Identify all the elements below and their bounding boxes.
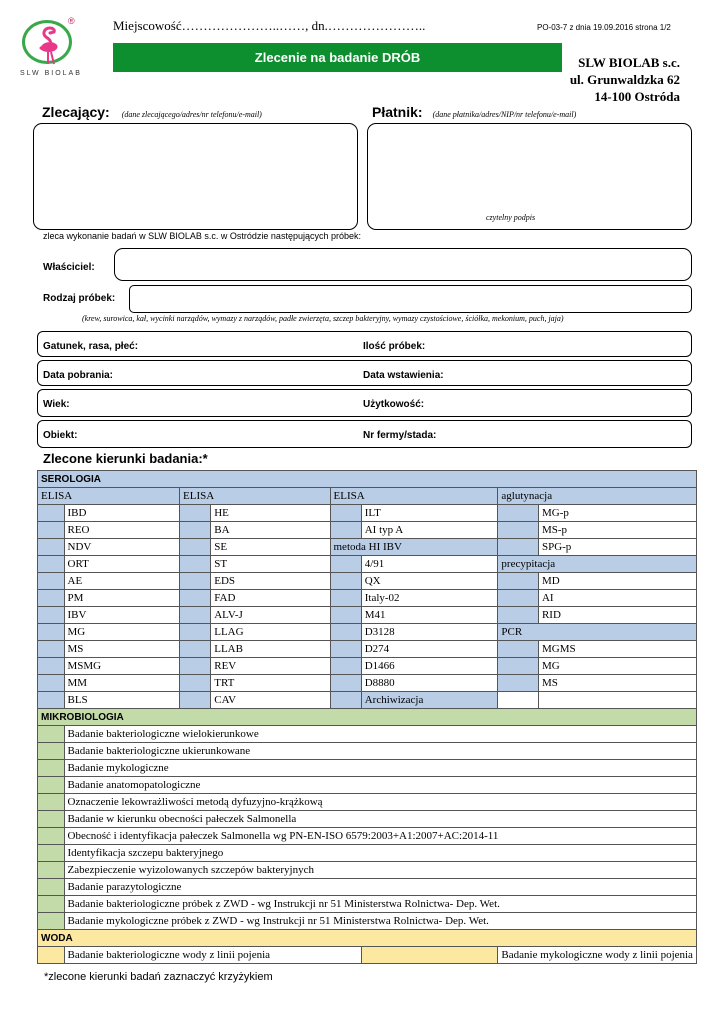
microbiology-row — [38, 726, 697, 743]
client-heading — [42, 104, 262, 122]
checkbox[interactable] — [180, 658, 211, 675]
microbiology-row — [38, 794, 697, 811]
test-label: SE — [211, 539, 330, 556]
checkbox[interactable] — [38, 794, 65, 811]
empty-cell — [538, 692, 696, 709]
checkbox[interactable] — [498, 590, 539, 607]
microbiology-row — [38, 743, 697, 760]
test-label: MS — [64, 641, 180, 658]
test-label: Badanie parazytologiczne — [64, 879, 697, 896]
serology-row — [38, 556, 697, 573]
test-label: PM — [64, 590, 180, 607]
test-label: Badanie mykologiczne próbek z ZWD - wg Instrukcji nr 51 Ministerstwa Rolnictwa- Dep. Wet. — [64, 913, 697, 930]
test-label: MS — [538, 675, 696, 692]
species-row[interactable] — [37, 331, 692, 357]
species-label: Gatunek, rasa, płeć: — [43, 341, 139, 352]
use-type-label: Użytkowość: — [363, 399, 425, 410]
checkbox[interactable] — [330, 641, 361, 658]
checkbox[interactable] — [38, 726, 65, 743]
test-label: QX — [361, 573, 498, 590]
microbiology-row — [38, 913, 697, 930]
checkbox[interactable] — [330, 573, 361, 590]
test-label: CAV — [211, 692, 330, 709]
checkbox[interactable] — [330, 675, 361, 692]
client-data-box[interactable] — [33, 123, 358, 230]
water-row — [38, 947, 697, 964]
serology-row — [38, 539, 697, 556]
serology-row — [38, 505, 697, 522]
test-label: ILT — [361, 505, 498, 522]
test-label: ALV-J — [211, 607, 330, 624]
client-label: Zlecający: — [42, 104, 110, 120]
microbiology-row — [38, 811, 697, 828]
checkbox[interactable] — [361, 947, 498, 964]
checkbox[interactable] — [38, 590, 65, 607]
test-label: HE — [211, 505, 330, 522]
payer-data-box[interactable] — [367, 123, 692, 230]
checkbox[interactable] — [38, 556, 65, 573]
microbiology-row — [38, 879, 697, 896]
serology-row — [38, 573, 697, 590]
tests-table — [37, 470, 697, 964]
checkbox[interactable] — [38, 539, 65, 556]
test-label: D1466 — [361, 658, 498, 675]
test-label: IBD — [64, 505, 180, 522]
test-label: M41 — [361, 607, 498, 624]
checkbox[interactable] — [38, 607, 65, 624]
checkbox[interactable] — [498, 573, 539, 590]
facility-label: Obiekt: — [43, 430, 78, 441]
water-title: WODA — [38, 930, 697, 947]
test-label: AI — [538, 590, 696, 607]
collection-date-label: Data pobrania: — [43, 370, 114, 381]
checkbox[interactable] — [180, 522, 211, 539]
checkbox[interactable] — [180, 505, 211, 522]
test-label: MD — [538, 573, 696, 590]
col3-header: ELISA — [330, 488, 498, 505]
microbiology-title: MIKROBIOLOGIA — [38, 709, 697, 726]
test-label: REO — [64, 522, 180, 539]
checkbox[interactable] — [180, 539, 211, 556]
dates-row[interactable] — [37, 360, 692, 386]
payer-label: Płatnik: — [372, 104, 423, 120]
serology-row — [38, 607, 697, 624]
col4-header: aglutynacja — [498, 488, 697, 505]
test-label: MS-p — [538, 522, 696, 539]
owner-input[interactable] — [114, 248, 692, 281]
microbiology-row — [38, 777, 697, 794]
serology-title: SEROLOGIA — [38, 471, 697, 488]
checkbox[interactable] — [38, 522, 65, 539]
test-label: Badanie bakteriologiczne wody z linii pojenia — [64, 947, 361, 964]
lab-name: SLW BIOLAB s.c. — [578, 55, 680, 70]
test-label: BA — [211, 522, 330, 539]
checkbox[interactable] — [38, 879, 65, 896]
signature-hint: czytelny podpis — [486, 213, 536, 222]
test-label: AI typ A — [361, 522, 498, 539]
checkbox[interactable] — [38, 896, 65, 913]
checkbox[interactable] — [498, 607, 539, 624]
lab-city: 14-100 Ostróda — [594, 89, 680, 104]
checkbox[interactable] — [498, 675, 539, 692]
checkbox[interactable] — [180, 607, 211, 624]
test-label: Badanie anatomopatologiczne — [64, 777, 697, 794]
test-label: REV — [211, 658, 330, 675]
test-label: MG — [538, 658, 696, 675]
test-label: D274 — [361, 641, 498, 658]
lab-street: ul. Grunwaldzka 62 — [569, 72, 680, 87]
logo-brand: SLW BIOLAB — [20, 70, 82, 77]
checkbox[interactable] — [38, 743, 65, 760]
checkbox[interactable] — [180, 573, 211, 590]
registered-mark: ® — [68, 16, 75, 26]
checkbox[interactable] — [38, 845, 65, 862]
test-label: ST — [211, 556, 330, 573]
test-label: MGMS — [538, 641, 696, 658]
payer-hint: (dane płatnika/adres/NIP/nr telefonu/e-mail) — [432, 110, 577, 119]
checkbox[interactable] — [180, 641, 211, 658]
checkbox[interactable] — [38, 641, 65, 658]
test-label: ORT — [64, 556, 180, 573]
test-label: 4/91 — [361, 556, 498, 573]
serology-row — [38, 641, 697, 658]
checkbox[interactable] — [38, 505, 65, 522]
test-label: MM — [64, 675, 180, 692]
place-date-line[interactable]: Miejscowość…………………..……, dn.………………….. — [113, 18, 426, 33]
checkbox[interactable] — [330, 556, 361, 573]
test-label: FAD — [211, 590, 330, 607]
serology-row — [38, 658, 697, 675]
subsection-header: metoda HI IBV — [330, 539, 498, 556]
checkbox[interactable] — [180, 692, 211, 709]
checkbox[interactable] — [38, 777, 65, 794]
test-label: Badanie bakteriologiczne próbek z ZWD - wg Instrukcji nr 51 Ministerstwa Rolnictwa- Dep. Wet. — [64, 896, 697, 913]
checkbox[interactable] — [498, 522, 539, 539]
sample-type-hint: (krew, surowica, kał, wycinki narządów, wymazy z narządów, padłe zwierzęta, szczep bakteryjny, wymazy czystościowe, ściółka, mekonium, puch, jaja) — [82, 314, 564, 323]
checkbox[interactable] — [38, 692, 65, 709]
directions-title: Zlecone kierunki badania:* — [43, 451, 208, 466]
col1-header: ELISA — [38, 488, 180, 505]
checkbox[interactable] — [498, 641, 539, 658]
age-row[interactable] — [37, 389, 692, 417]
facility-row[interactable] — [37, 420, 692, 448]
test-label: NDV — [64, 539, 180, 556]
test-label: SPG-p — [538, 539, 696, 556]
test-label: D3128 — [361, 624, 498, 641]
checkbox[interactable] — [330, 692, 361, 709]
checkbox[interactable] — [38, 675, 65, 692]
test-label: Identyfikacja szczepu bakteryjnego — [64, 845, 697, 862]
test-label: D8880 — [361, 675, 498, 692]
subsection-header: PCR — [498, 624, 697, 641]
checkbox[interactable] — [180, 675, 211, 692]
test-label: BLS — [64, 692, 180, 709]
client-hint: (dane zlecającego/adres/nr telefonu/e-mail) — [121, 110, 262, 119]
microbiology-row — [38, 862, 697, 879]
checkbox[interactable] — [330, 607, 361, 624]
footnote: *zlecone kierunki badań zaznaczyć krzyżykiem — [44, 971, 273, 983]
test-label: MSMG — [64, 658, 180, 675]
test-label: Badanie w kierunku obecności pałeczek Salmonella — [64, 811, 697, 828]
checkbox[interactable] — [38, 624, 65, 641]
sample-count-label: Ilość próbek: — [363, 341, 426, 352]
col2-header: ELISA — [180, 488, 330, 505]
empty-cell — [498, 692, 539, 709]
subsection-header: precypitacja — [498, 556, 697, 573]
test-label: LLAG — [211, 624, 330, 641]
serology-row — [38, 624, 697, 641]
order-text: zleca wykonanie badań w SLW BIOLAB s.c. w Ostródzie następujących próbek: — [43, 231, 361, 241]
checkbox[interactable] — [180, 590, 211, 607]
test-label: LLAB — [211, 641, 330, 658]
farm-no-label: Nr fermy/stada: — [363, 430, 437, 441]
checkbox[interactable] — [38, 913, 65, 930]
checkbox[interactable] — [38, 828, 65, 845]
checkbox[interactable] — [498, 539, 539, 556]
checkbox[interactable] — [38, 862, 65, 879]
payer-heading — [372, 104, 576, 122]
microbiology-row — [38, 828, 697, 845]
test-label: RID — [538, 607, 696, 624]
test-label: Badanie mykologiczne — [64, 760, 697, 777]
test-label: Italy-02 — [361, 590, 498, 607]
microbiology-row — [38, 896, 697, 913]
checkbox[interactable] — [330, 590, 361, 607]
archive-label: Archiwizacja — [361, 692, 498, 709]
checkbox[interactable] — [330, 624, 361, 641]
test-label: Badanie bakteriologiczne wielokierunkowe — [64, 726, 697, 743]
checkbox[interactable] — [498, 505, 539, 522]
checkbox[interactable] — [330, 522, 361, 539]
test-label: Obecność i identyfikacja pałeczek Salmonella wg PN-EN-ISO 6579:2003+A1:2007+AC:2014-11 — [64, 828, 697, 845]
checkbox[interactable] — [38, 760, 65, 777]
delivery-date-label: Data wstawienia: — [363, 370, 444, 381]
test-label: Zabezpieczenie wyizolowanych szczepów bakteryjnych — [64, 862, 697, 879]
checkbox[interactable] — [180, 556, 211, 573]
owner-label: Właściciel: — [43, 262, 95, 273]
checkbox[interactable] — [330, 658, 361, 675]
checkbox[interactable] — [180, 624, 211, 641]
age-label: Wiek: — [43, 399, 70, 410]
test-label: EDS — [211, 573, 330, 590]
sample-type-label: Rodzaj próbek: — [43, 293, 116, 304]
test-label: MG-p — [538, 505, 696, 522]
serology-row — [38, 590, 697, 607]
test-label: AE — [64, 573, 180, 590]
test-label: IBV — [64, 607, 180, 624]
checkbox[interactable] — [38, 573, 65, 590]
serology-row — [38, 692, 697, 709]
test-label: TRT — [211, 675, 330, 692]
checkbox[interactable] — [38, 811, 65, 828]
lab-address — [500, 54, 680, 105]
order-title: Zlecenie na badanie DRÓB — [113, 43, 562, 72]
checkbox[interactable] — [498, 658, 539, 675]
flamingo-logo-icon — [30, 22, 70, 66]
test-label: MG — [64, 624, 180, 641]
checkbox[interactable] — [330, 505, 361, 522]
test-label: Oznaczenie lekowrażliwości metodą dyfuzyjno-krążkową — [64, 794, 697, 811]
serology-row — [38, 522, 697, 539]
checkbox[interactable] — [38, 947, 65, 964]
checkbox[interactable] — [38, 658, 65, 675]
sample-type-input[interactable] — [129, 285, 692, 313]
microbiology-row — [38, 845, 697, 862]
test-label: Badanie bakteriologiczne ukierunkowane — [64, 743, 697, 760]
document-reference: PO-03-7 z dnia 19.09.2016 strona 1/2 — [537, 23, 671, 32]
test-label: Badanie mykologiczne wody z linii pojenia — [498, 947, 697, 964]
serology-row — [38, 675, 697, 692]
microbiology-row — [38, 760, 697, 777]
